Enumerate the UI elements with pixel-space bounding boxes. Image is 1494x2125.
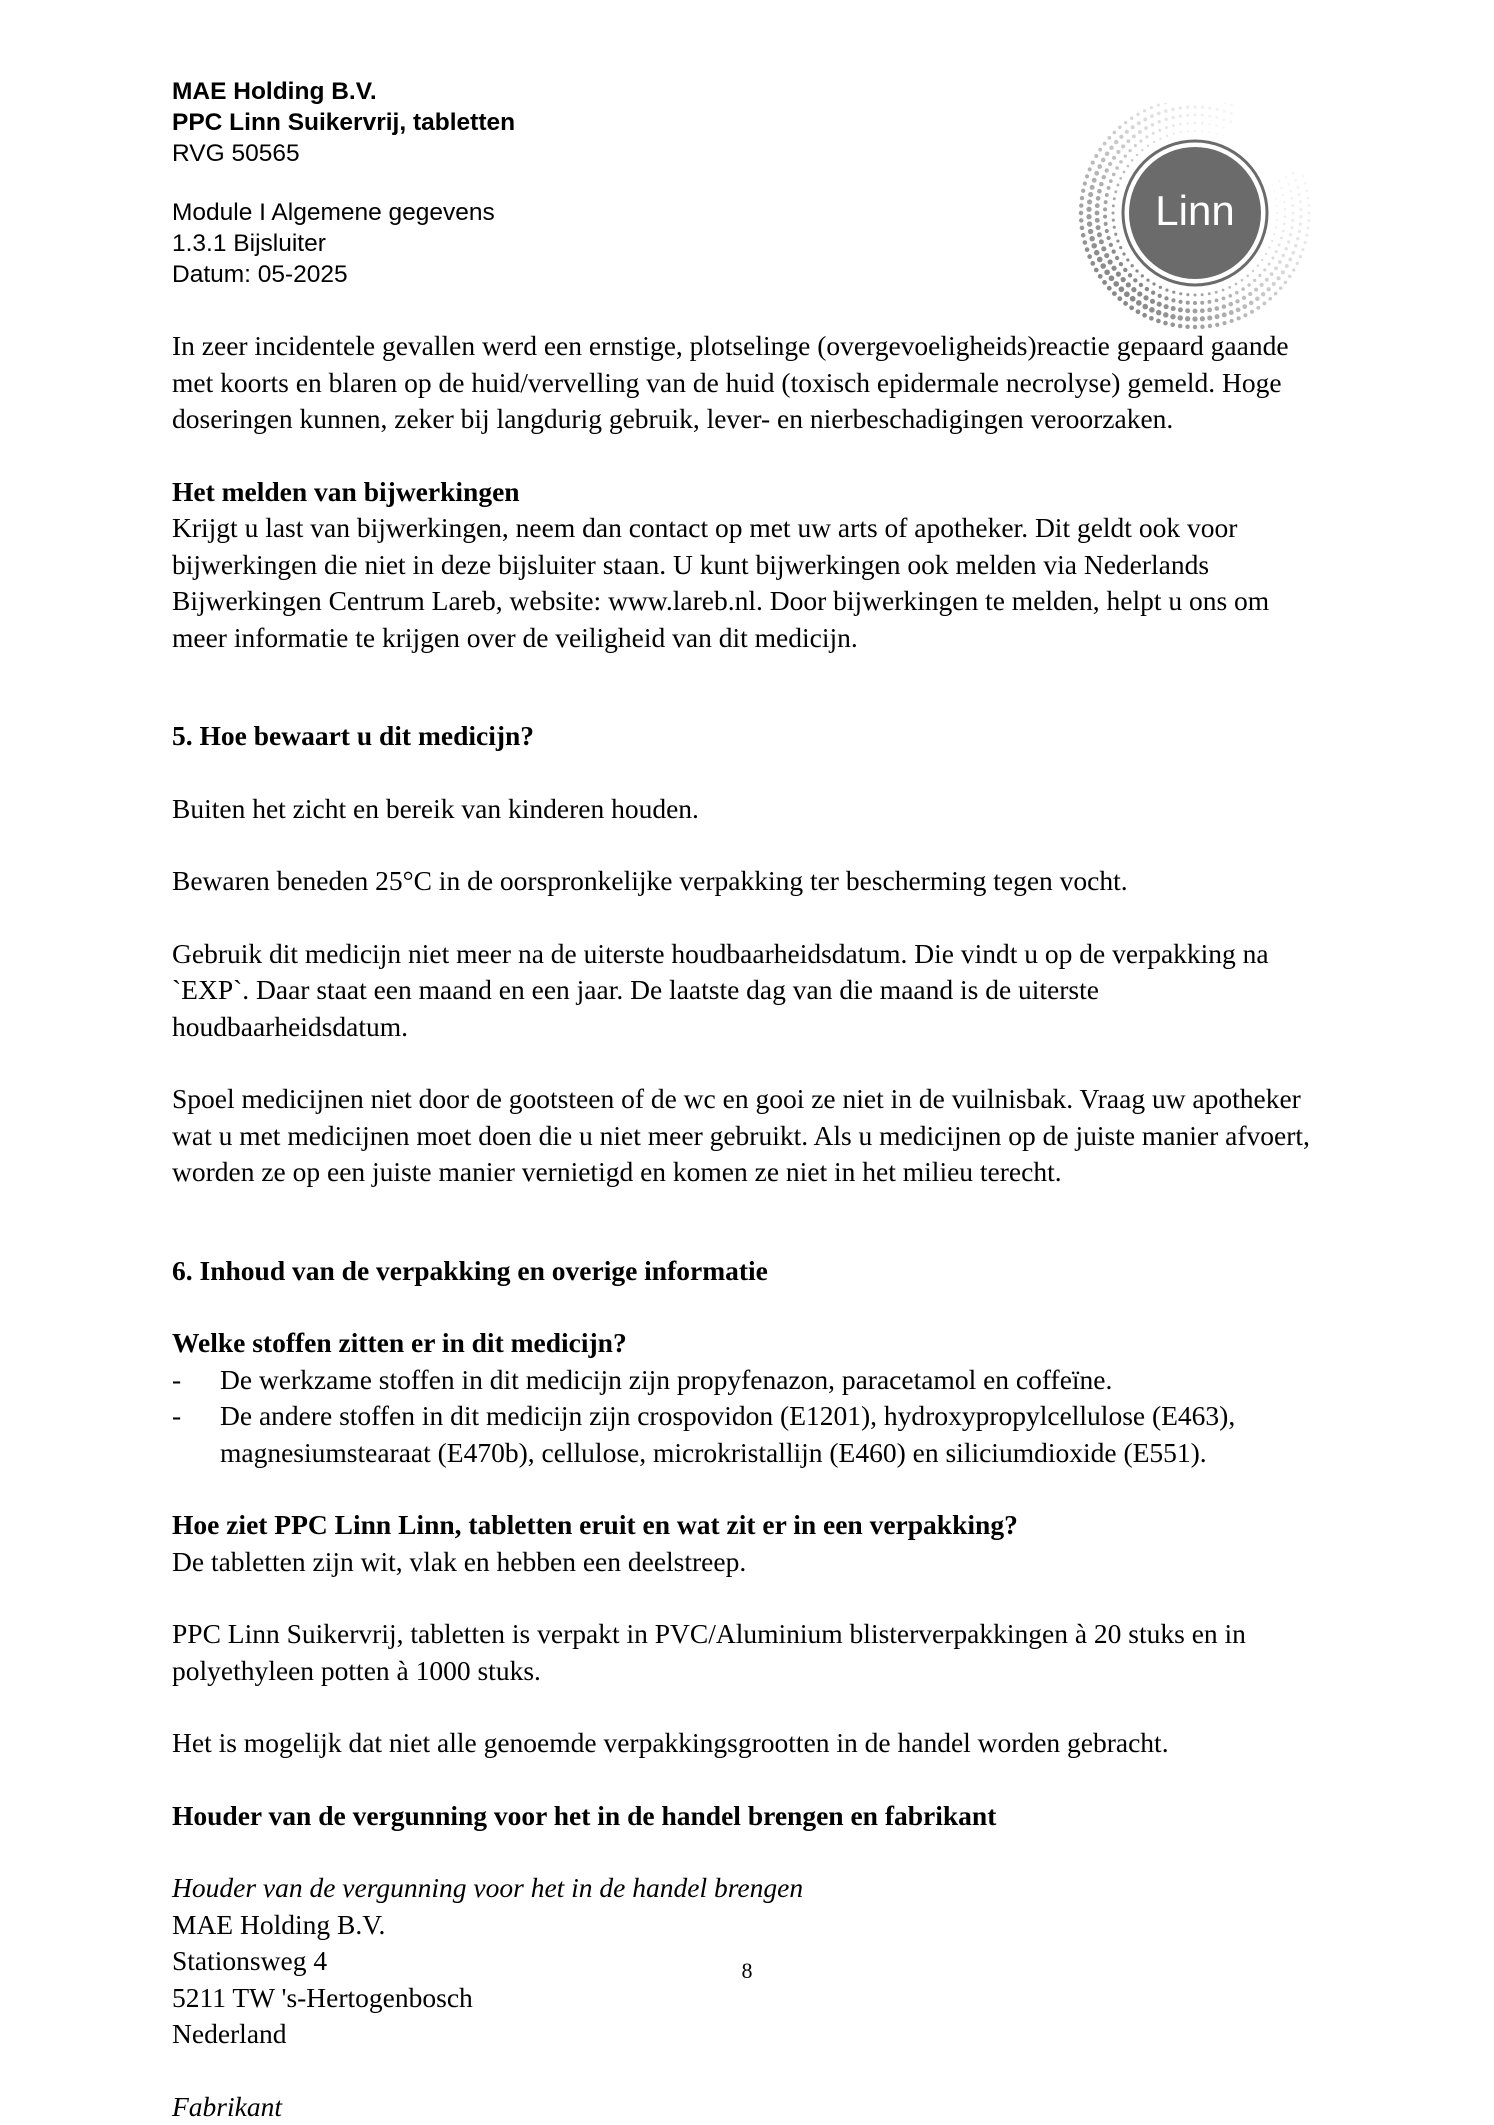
header-section-ref: 1.3.1 Bijsluiter (172, 228, 992, 259)
section5-paragraph-1: Buiten het zicht en bereik van kinderen houden. (172, 791, 1322, 828)
document-header (172, 76, 992, 290)
spacer (172, 1289, 1322, 1325)
address-line: 5211 TW 's-Hertogenbosch (172, 1980, 1322, 2017)
substance-active: De werkzame stoffen in dit medicijn zijn propyfenazon, paracetamol en coffeïne. (220, 1362, 1322, 1399)
packaging-paragraph: PPC Linn Suikervrij, tabletten is verpakt in PVC/Aluminium blisterverpakkingen à 20 stuks en in polyethyleen potten à 1000 stuks. (172, 1616, 1322, 1689)
header-registration: RVG 50565 (172, 138, 992, 169)
section6-heading: 6. Inhoud van de verpakking en overige informatie (172, 1253, 1322, 1290)
spacer (172, 900, 1322, 936)
address-line: Nederland (172, 2016, 1322, 2053)
list-item (172, 1362, 1322, 1399)
address-line: Stationsweg 4 (172, 1943, 1322, 1980)
linn-logo-graphic (1077, 103, 1317, 333)
document-body (172, 328, 1322, 2125)
spacer (172, 755, 1322, 791)
holder-heading: Houder van de vergunning voor het in de handel brengen en fabrikant (172, 1798, 1322, 1835)
header-company: MAE Holding B.V. (172, 76, 992, 107)
intro-paragraph: In zeer incidentele gevallen werd een ernstige, plotselinge (overgevoeligheids)reactie gepaard gaande met koorts en blaren op de huid/vervelling van de huid (toxisch epidermale necrolyse) gemeld. Hoge doseringen kunnen, zeker bij langdurig gebruik, lever- en nierbeschadigingen veroorzaken. (172, 328, 1322, 438)
spacer (172, 1834, 1322, 1870)
bullet-marker: - (172, 1362, 220, 1399)
spacer (172, 438, 1322, 474)
linn-logo-text: Linn (1155, 187, 1234, 234)
bullet-marker: - (172, 1398, 220, 1471)
list-item (172, 1398, 1322, 1471)
reporting-paragraph: Krijgt u last van bijwerkingen, neem dan contact op met uw arts of apotheker. Dit geldt ook voor bijwerkingen die niet in deze bijsluiter staan. U kunt bijwerkingen ook melden via Nederlands Bijwerkingen Centrum Lareb, website: www.lareb.nl. Door bijwerkingen te melden, helpt u ons om meer informatie te krijgen over de veiligheid van dit medicijn. (172, 510, 1322, 656)
holder-subheading: Houder van de vergunning voor het in de handel brengen (172, 1870, 1322, 1907)
reporting-heading: Het melden van bijwerkingen (172, 474, 1322, 511)
appearance-heading: Hoe ziet PPC Linn Linn, tabletten eruit en wat zit er in een verpakking? (172, 1507, 1322, 1544)
substances-heading: Welke stoffen zitten er in dit medicijn? (172, 1325, 1322, 1362)
header-date: Datum: 05-2025 (172, 259, 992, 290)
section5-paragraph-3: Gebruik dit medicijn niet meer na de uiterste houdbaarheidsdatum. Die vindt u op de verpakking na `EXP`. Daar staat een maand en een jaar. De laatste dag van die maand is de uiterste houdbaarheidsdatum. (172, 936, 1322, 1046)
spacer (172, 2053, 1322, 2089)
spacer (172, 1045, 1322, 1081)
page-number: 8 (0, 1958, 1494, 1984)
spacer (172, 656, 1322, 718)
spacer (172, 1471, 1322, 1507)
linn-logo (1077, 103, 1317, 333)
section5-paragraph-4: Spoel medicijnen niet door de gootsteen of de wc en gooi ze niet in de vuilnisbak. Vraag uw apotheker wat u met medicijnen moet doen die u niet meer gebruikt. Als u medicijnen op de juiste manier afvoert, worden ze op een juiste manier vernietigd en komen ze niet in het milieu terecht. (172, 1081, 1322, 1191)
substance-excipients: De andere stoffen in dit medicijn zijn crospovidon (E1201), hydroxypropylcellulose (E463), magnesiumstearaat (E470b), cellulose, microkristallijn (E460) en siliciumdioxide (E551). (220, 1398, 1322, 1471)
manufacturer-heading: Fabrikant (172, 2089, 1322, 2125)
header-spacer (172, 169, 992, 197)
availability-paragraph: Het is mogelijk dat niet alle genoemde verpakkingsgrootten in de handel worden gebracht. (172, 1725, 1322, 1762)
section5-paragraph-2: Bewaren beneden 25°C in de oorspronkelijke verpakking ter bescherming tegen vocht. (172, 863, 1322, 900)
spacer (172, 1762, 1322, 1798)
header-product: PPC Linn Suikervrij, tabletten (172, 107, 992, 138)
spacer (172, 827, 1322, 863)
spacer (172, 1580, 1322, 1616)
spacer (172, 1689, 1322, 1725)
spacer (172, 1191, 1322, 1253)
appearance-text: De tabletten zijn wit, vlak en hebben een deelstreep. (172, 1544, 1322, 1581)
section5-heading: 5. Hoe bewaart u dit medicijn? (172, 718, 1322, 755)
header-module: Module I Algemene gegevens (172, 197, 992, 228)
address-line: MAE Holding B.V. (172, 1907, 1322, 1944)
